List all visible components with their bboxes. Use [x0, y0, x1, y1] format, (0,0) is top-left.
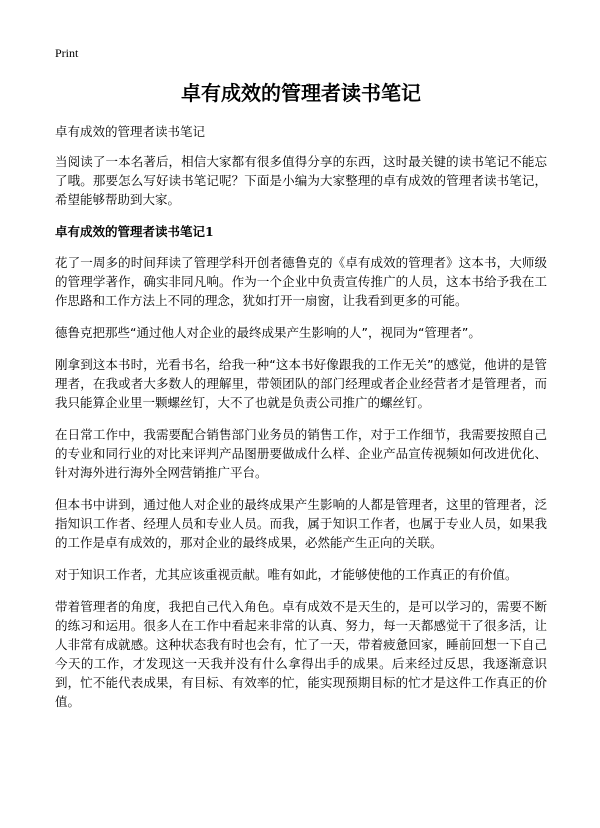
- page-title: 卓有成效的管理者读书笔记: [181, 81, 421, 105]
- body-paragraph-1: 花了一周多的时间拜读了管理学科开创者德鲁克的《卓有成效的管理者》这本书，大师级的管理学著作，确实非同凡响。作为一个企业中负责宣传推广的人员，这本书给予我在工作思路和工作方法上不同的理念，犹如打开一扇窗，让我看到更多的可能。: [55, 255, 547, 308]
- body-paragraph-2: 德鲁克把那些“通过他人对企业的最终成果产生影响的人”，视同为“管理者”。: [55, 325, 481, 340]
- print-link[interactable]: Print: [55, 46, 79, 60]
- intro-paragraph: 当阅读了一本名著后，相信大家都有很多值得分享的东西，这时最关键的读书笔记不能忘了哦。那要怎么写好读书笔记呢？下面是小编为大家整理的卓有成效的管理者读书笔记，希望能够帮助到大家。: [55, 154, 547, 207]
- article: [55, 78, 547, 724]
- body-paragraph-3: 刚拿到这本书时，光看书名，给我一种“这本书好像跟我的工作无关”的感觉，他讲的是管理者，在我或者大多数人的理解里，带领团队的部门经理或者企业经营者才是管理者，而我只能算企业里一颗螺丝钉，大不了也就是负责公司推广的螺丝钉。: [55, 357, 547, 410]
- section-heading: 卓有成效的管理者读书笔记1: [55, 224, 214, 239]
- body-paragraph-6: 对于知识工作者，尤其应该重视贡献。唯有如此，才能够使他的工作真正的有价值。: [55, 567, 518, 582]
- body-paragraph-4: 在日常工作中，我需要配合销售部门业务员的销售工作，对于工作细节，我需要按照自己的专业和同行业的对比来评判产品图册要做成什么样、企业产品宣传视频如何改进优化、针对海外进行海外全网营销推广平台。: [55, 427, 547, 480]
- body-paragraph-5: 但本书中讲到，通过他人对企业的最终成果产生影响的人都是管理者，这里的管理者，泛指知识工作者、经理人员和专业人员。而我，属于知识工作者，也属于专业人员，如果我的工作是卓有成效的，那对企业的最终成果，必然能产生正向的关联。: [55, 497, 547, 550]
- article-subtitle: 卓有成效的管理者读书笔记: [55, 124, 206, 139]
- body-paragraph-7: 带着管理者的角度，我把自己代入角色。卓有成效不是天生的，是可以学习的，需要不断的练习和运用。很多人在工作中看起来非常的认真、努力，每一天都感觉干了很多活，让人非常有成就感。这种状态我有时也会有，忙了一天，带着疲惫回家，睡前回想一下自己今天的工作，才发现这一天我并没有什么拿得出手的成果。后来经过反思，我逐渐意识到，忙不能代表成果，有目标、有效率的忙，能实现预期目标的忙才是这件工作真正的价值。: [55, 599, 547, 709]
